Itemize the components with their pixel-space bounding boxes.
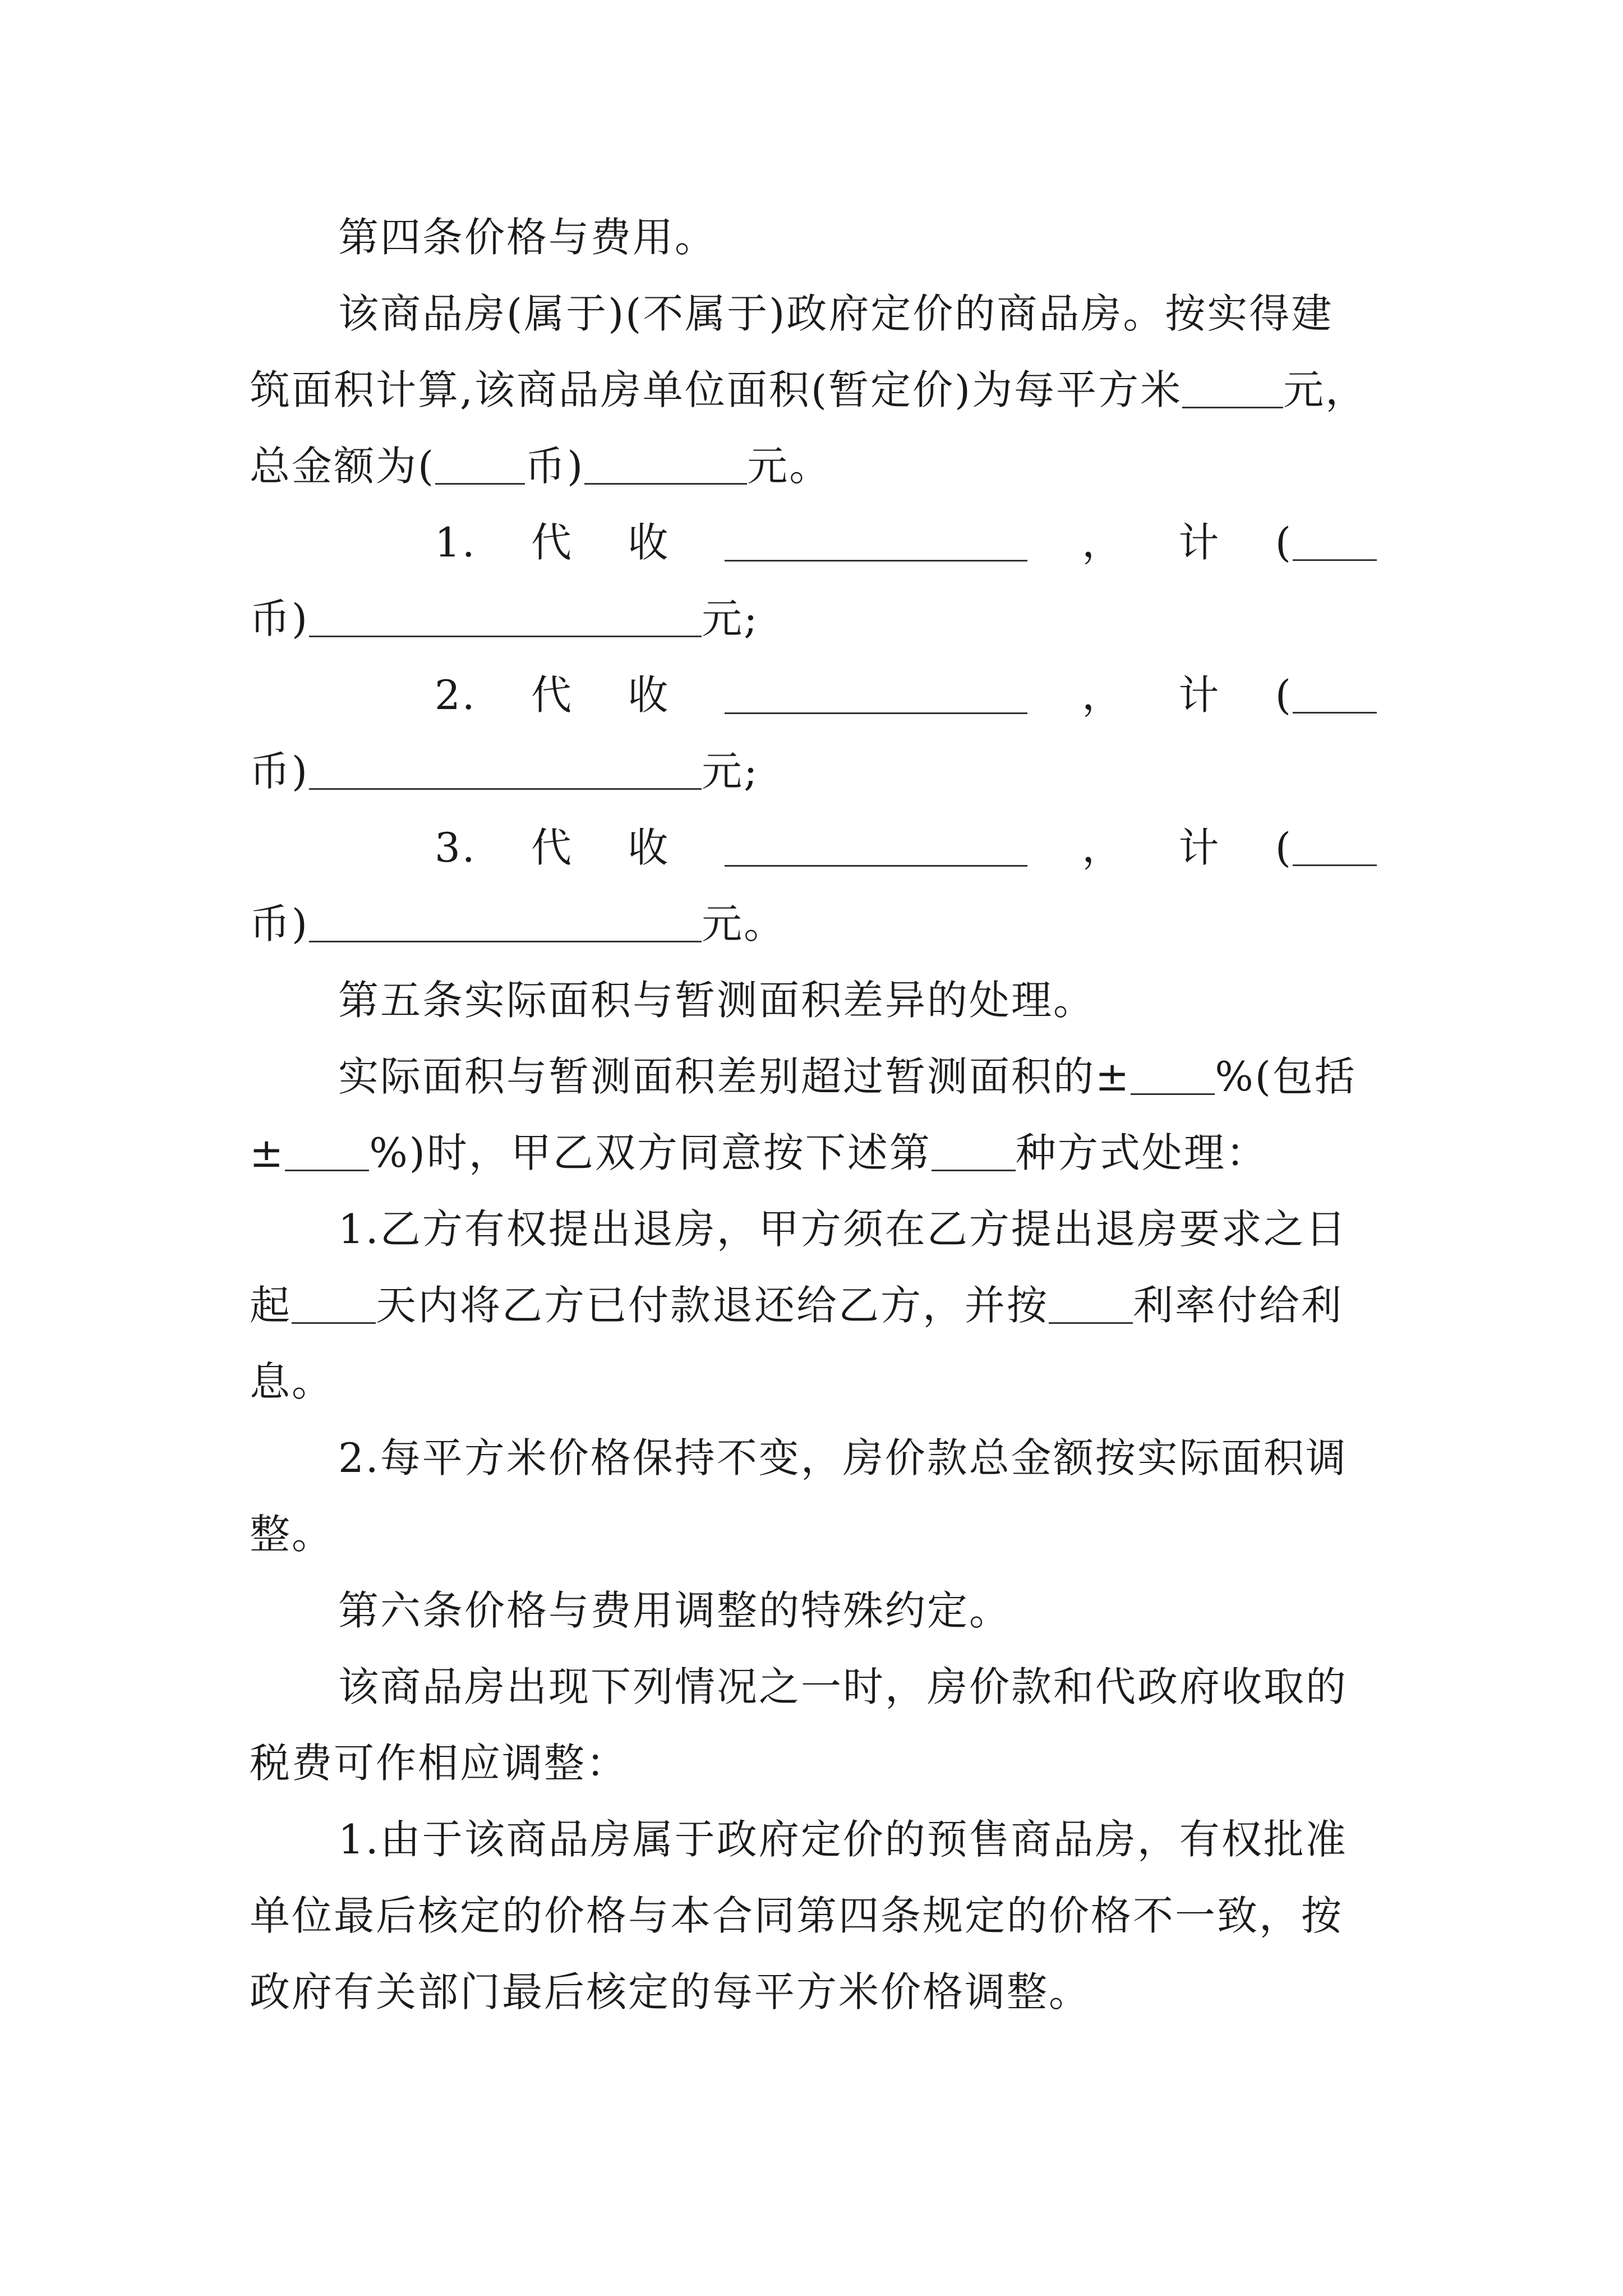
collection-item-2 [250,657,1377,733]
text-segment: 元。 [702,900,786,947]
text-segment: 币) [250,595,310,642]
article6-para-line: 该商品房出现下列情况之一时，房价款和代政府收取的 [338,1663,1348,1710]
item-word: 代 [531,824,574,871]
text-segment: 元; [702,595,759,642]
text-segment: 总金额为( [250,443,436,490]
collection-item-1 [250,504,1377,581]
text-segment: 实际面积与暂测面积差别超过暂测面积的± [338,1053,1131,1100]
text-segment: 元， [1283,366,1368,413]
text-segment: ± [250,1129,285,1176]
collection-item-2-cont [250,733,1377,809]
collection-item-blank[interactable] [725,677,1027,714]
text-segment: 利率付给利 [1133,1282,1344,1329]
item-word: 收 [628,671,670,719]
total-amount-blank[interactable] [584,447,747,485]
article5-option2-line: 整。 [250,1511,334,1558]
item-comma: ， [1082,824,1124,871]
item-word: 计 [1178,519,1221,566]
item-word: 收 [628,519,670,566]
article4-para-line: 该商品房(属于)(不属于)政府定价的商品房。按实得建 [338,290,1334,337]
article5-option2-line: 2.每平方米价格保持不变，房价款总金额按实际面积调 [338,1434,1348,1481]
text-segment: 天内将乙方已付款退还给乙方，并按 [376,1282,1049,1329]
text-segment: %)时，甲乙双方同意按下述第 [369,1129,932,1176]
item-number: 2. [435,671,477,719]
item-word: 计 [1178,824,1221,871]
article5-option1-line: 息。 [250,1358,334,1405]
item-paren: ( [1275,519,1293,566]
article5-para-line [250,1038,1377,1115]
item-paren: ( [1275,671,1293,719]
article6-heading: 第六条价格与费用调整的特殊约定。 [338,1587,1012,1634]
text-segment: 起 [250,1282,292,1329]
currency-blank[interactable] [1293,829,1377,866]
article5-option1-line [250,1267,1377,1343]
percent-blank[interactable] [1131,1057,1215,1095]
currency-blank[interactable] [1293,676,1377,714]
text-segment: 种方式处理： [1015,1129,1268,1176]
item-paren: ( [1275,824,1293,871]
text-segment: 币) [250,900,310,947]
document-body [250,199,1377,2030]
collection-item-blank[interactable] [725,524,1027,562]
unit-price-blank[interactable] [1182,371,1283,408]
currency-blank[interactable] [1293,523,1377,561]
collection-item-blank[interactable] [725,829,1027,867]
item-word: 收 [628,824,670,871]
article4-heading: 第四条价格与费用。 [338,214,717,261]
text-segment: %(包括 [1215,1053,1357,1100]
item-comma: ， [1082,671,1124,719]
article6-option1-line: 政府有关部门最后核定的每平方米价格调整。 [250,1968,1091,2016]
item-word: 代 [531,519,574,566]
item-comma: ， [1082,519,1124,566]
item-word: 代 [531,671,574,719]
text-segment: 元; [702,748,759,795]
article6-option1-line: 1.由于该商品房属于政府定价的预售商品房，有权批准 [338,1816,1348,1863]
amount-blank[interactable] [309,905,702,942]
text-segment: 元。 [747,443,832,490]
article5-option1-line: 1.乙方有权提出退房，甲方须在乙方提出退房要求之日 [338,1205,1348,1253]
item-number: 1. [435,519,477,566]
collection-item-1-cont [250,581,1377,657]
item-word: 计 [1178,671,1221,719]
article6-option1-line: 单位最后核定的价格与本合同第四条规定的价格不一致，按 [250,1892,1344,1939]
collection-item-3-cont [250,886,1377,962]
text-segment: 币) [525,443,585,490]
item-number: 3. [435,824,477,871]
method-number-blank[interactable] [932,1134,1016,1171]
collection-item-3 [250,809,1377,886]
article5-para-line [250,1115,1377,1191]
days-blank[interactable] [292,1286,376,1324]
amount-blank[interactable] [309,600,702,637]
interest-rate-blank[interactable] [1049,1286,1133,1324]
text-segment: 筑面积计算,该商品房单位面积(暂定价)为每平方米 [250,366,1183,413]
article5-heading: 第五条实际面积与暂测面积差异的处理。 [338,977,1096,1024]
currency-blank[interactable] [435,447,525,485]
amount-blank[interactable] [309,752,702,790]
article6-para-line: 税费可作相应调整： [250,1740,629,1787]
article4-para-line [250,352,1377,428]
percent-blank[interactable] [285,1134,369,1171]
text-segment: 币) [250,748,310,795]
article4-para-line [250,428,1377,504]
